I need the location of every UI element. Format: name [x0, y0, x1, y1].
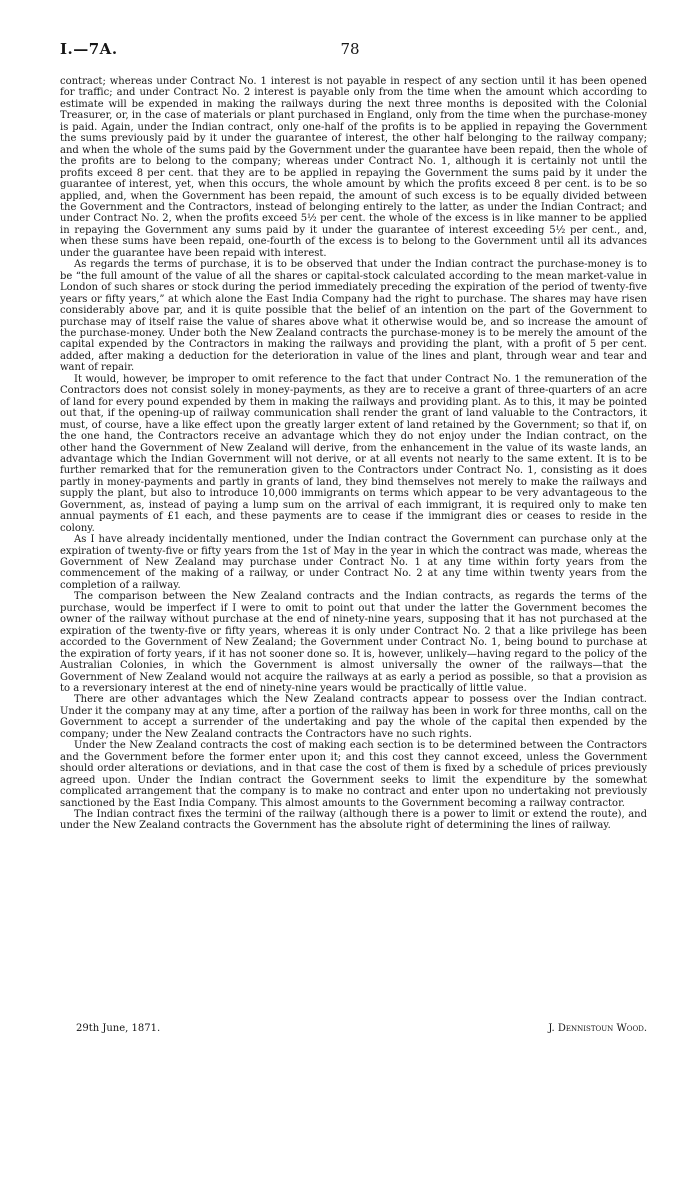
signature-name: J. Dennistoun Wood.	[548, 1023, 647, 1034]
page-number: 78	[340, 40, 360, 58]
signature-date: 29th June, 1871.	[76, 1023, 161, 1034]
signature-block	[60, 1023, 647, 1037]
paragraph: As regards the terms of purchase, it is to be observed that under the Indian contract the purchase-money is to be “the full amount of the value of all the shares or capital-stock calculated according to the mean market-value in London of such shares or stock during the period immediately preceding the expiration of the period of twenty-five years or fifty years,” at which alone the East India Company had the right to purchase. The shares may have risen considerably above par, and it is quite possible that the belief of an intention on the part of the Government to purchase may of itself raise the value of shares above what it otherwise would be, and so increase the amount of the purchase-money. Under both the New Zealand contracts the purchase-money is to be merely the amount of the capital expended by the Contractors in making the railways and providing the plant, with a profit of 5 per cent. added, after making a deduction for the deterioration in value of the lines and plant, through wear and tear and want of repair.	[60, 259, 647, 374]
document-reference: I.—7A.	[60, 40, 118, 58]
paragraph: There are other advantages which the New Zealand contracts appear to possess over the Indian contract. Under it the company may at any time, after a portion of the railway has been in work for three months, call on the Government to accept a surrender of the undertaking and pay the whole of the capital then expended by the company; under the New Zealand contracts the Contractors have no such rights.	[60, 694, 647, 740]
body-text	[60, 76, 647, 832]
paragraph: It would, however, be improper to omit reference to the fact that under Contract No. 1 the remuneration of the Contractors does not consist solely in money-payments, as they are to receive a grant of three-quarters of an acre of land for every pound expended by them in making the railways and providing plant. As to this, it may be pointed out that, if the opening-up of railway communication shall render the grant of land valuable to the Contractors, it must, of course, have a like effect upon the greatly larger extent of land retained by the Government; so that if, on the one hand, the Contractors receive an advantage which they do not enjoy under the Indian contract, on the other hand the Government of New Zealand will derive, from the enhancement in the value of its waste lands, an advantage which the Indian Government will not derive, or at all events not nearly to the same extent. It is to be further remarked that for the remuneration given to the Contractors under Contract No. 1, consisting as it does partly in money-payments and partly in grants of land, they bind themselves not merely to make the railways and supply the plant, but also to introduce 10,000 immigrants on terms which appear to be very advantageous to the Government, as, instead of paying a lump sum on the arrival of each immigrant, it is required only to make ten annual payments of £1 each, and these payments are to cease if the immigrant dies or ceases to reside in the colony.	[60, 373, 647, 534]
paragraph: contract; whereas under Contract No. 1 interest is not payable in respect of any section until it has been opened for traffic; and under Contract No. 2 interest is payable only from the time when the amount which according to estimate will be expended in making the railways during the next three months is deposited with the Colonial Treasurer, or, in the case of materials or plant purchased in England, only from the time when the purchase-money is paid. Again, under the Indian contract, only one-half of the profits is to be applied in repaying the Government the sums previously paid by it under the guarantee of interest, the other half belonging to the railway company; and when the whole of the sums paid by the Government under the guarantee have been repaid, then the whole of the profits are to belong to the company; whereas under Contract No. 1, although it is certainly not until the profits exceed 8 per cent. that they are to be applied in repaying the Government the sums paid by it under the guarantee of interest, yet, when this occurs, the whole amount by which the profits exceed 8 per cent. is to be so applied, and, when the Government has been repaid, the amount of such excess is to be equally divided between the Government and the Contractors, instead of belonging entirely to the latter, as under the Indian Contract; and under Contract No. 2, when the profits exceed 5½ per cent. the whole of the excess is in like manner to be applied in repaying the Government any sums paid by it under the guarantee of interest exceeding 5½ per cent., and, when these sums have been repaid, one-fourth of the excess is to belong to the Government until all its advances under the guarantee have been repaid with interest.	[60, 76, 647, 259]
page-header	[0, 40, 700, 58]
paragraph: The Indian contract fixes the termini of the railway (although there is a power to limit or extend the route), and under the New Zealand contracts the Government has the absolute right of determining the lines of railway.	[60, 809, 647, 832]
paragraph: Under the New Zealand contracts the cost of making each section is to be determined between the Contractors and the Government before the former enter upon it; and this cost they cannot exceed, unless the Government should order alterations or deviations, and in that case the cost of them is fixed by a schedule of prices previously agreed upon. Under the Indian contract the Government seeks to limit the expenditure by the somewhat complicated arrangement that the company is to make no contract and enter upon no undertaking not previously sanctioned by the East India Company. This almost amounts to the Government becoming a railway contractor.	[60, 740, 647, 809]
paragraph: As I have already incidentally mentioned, under the Indian contract the Government can purchase only at the expiration of twenty-five or fifty years from the 1st of May in the year in which the contract was made, whereas the Government of New Zealand may purchase under Contract No. 1 at any time within forty years from the commencement of the making of a railway, or under Contract No. 2 at any time within twenty years from the completion of a railway.	[60, 534, 647, 591]
paragraph: The comparison between the New Zealand contracts and the Indian contracts, as regards the terms of the purchase, would be imperfect if I were to omit to point out that under the latter the Government becomes the owner of the railway without purchase at the end of ninety-nine years, supposing that it has not purchased at the expiration of the twenty-five or fifty years, whereas it is only under Contract No. 2 that a like privilege has been accorded to the Government of New Zealand; the Government under Contract No. 1, being bound to purchase at the expiration of forty years, if it has not sooner done so. It is, however, unlikely—having regard to the policy of the Australian Colonies, in which the Government is almost universally the owner of the railways—that the Government of New Zealand would not acquire the railways at as early a period as possible, so that a provision as to a reversionary interest at the end of ninety-nine years would be practically of little value.	[60, 591, 647, 695]
